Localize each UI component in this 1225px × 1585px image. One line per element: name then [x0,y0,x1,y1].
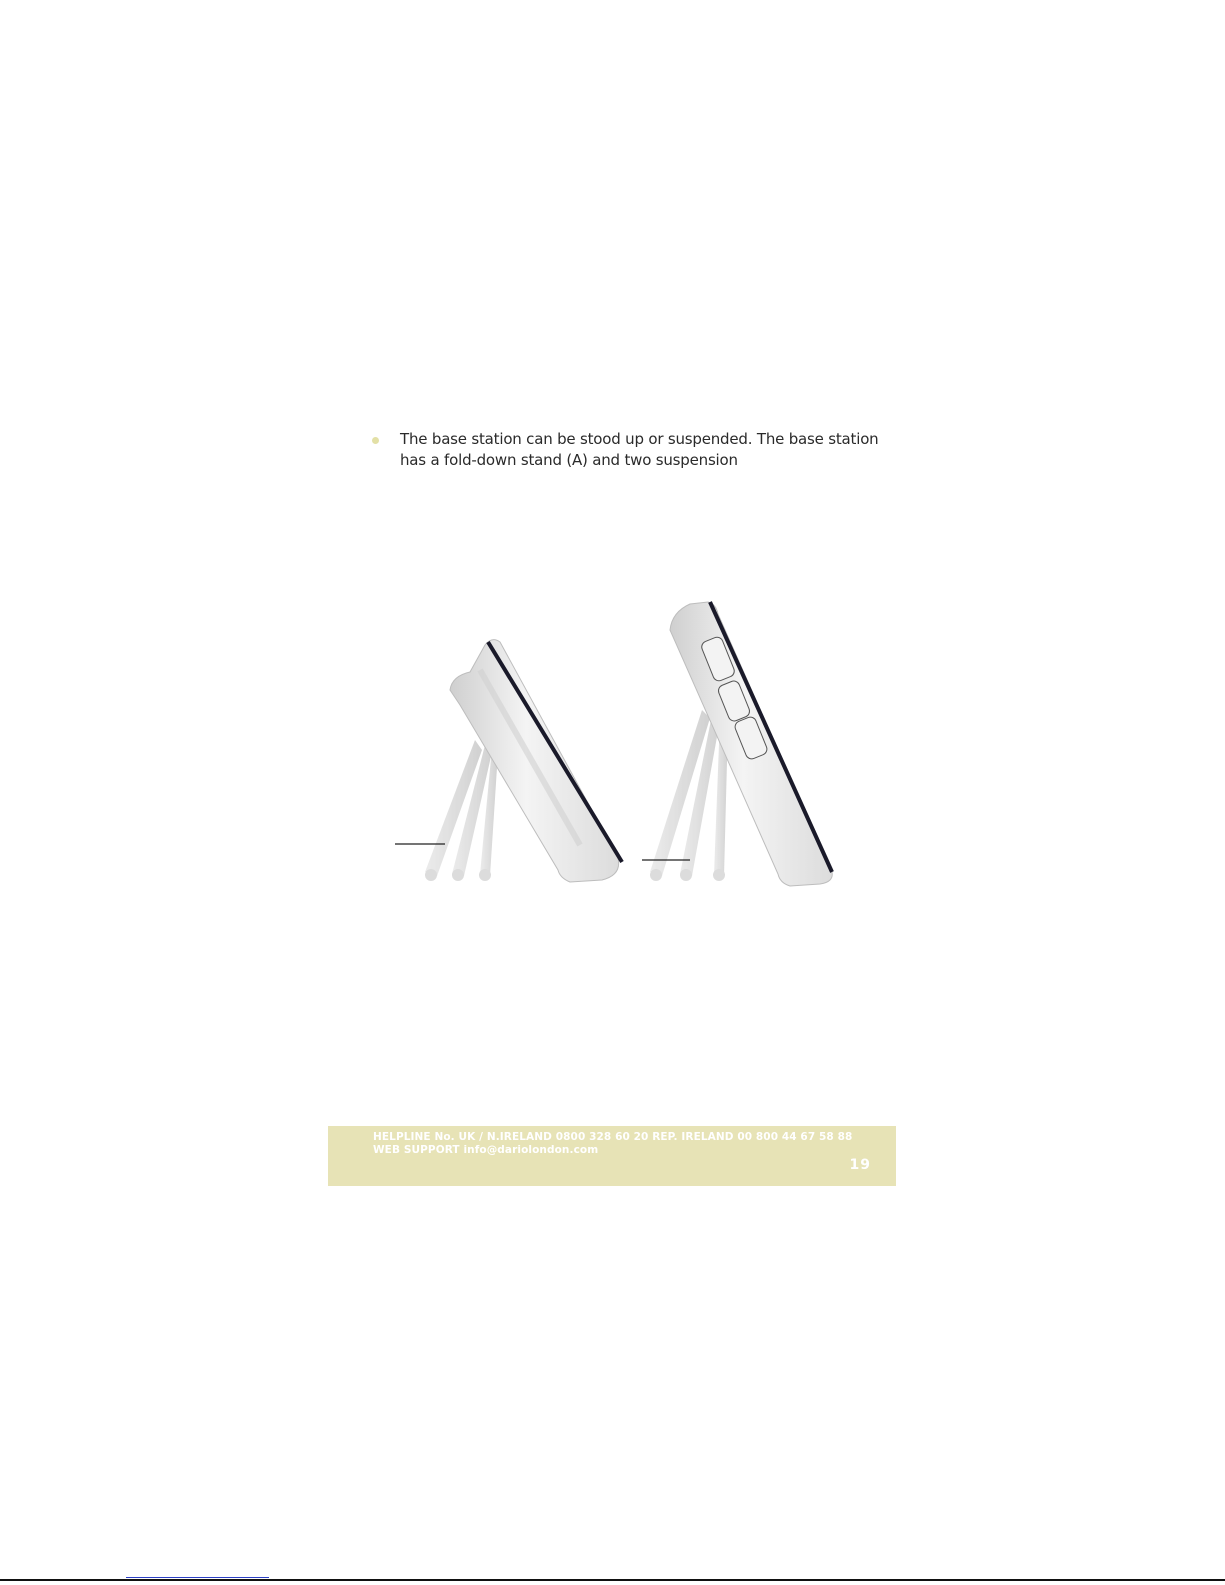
left-unit-side-view [395,640,622,882]
base-station-stand-illustration [380,590,860,900]
web-support-text: WEB SUPPORT info@dariolondon.com [373,1144,599,1156]
base-station-side-views [380,590,860,900]
helpline-text: HELPLINE No. UK / N.IRELAND 0800 328 60 20 REP. IRELAND 00 800 44 67 58 88 [373,1131,853,1143]
footer-band [328,1126,896,1186]
page-bottom-rule [0,1579,1225,1581]
bullet-dot-icon [372,437,379,444]
bullet-text: The base station can be stood up or suspended. The base station has a fold-down stand (A) and two suspension [400,430,879,469]
link-underline [126,1577,269,1578]
right-unit-side-view [642,602,832,886]
page-number: 19 [849,1157,871,1173]
left-stand-legs [425,740,498,881]
